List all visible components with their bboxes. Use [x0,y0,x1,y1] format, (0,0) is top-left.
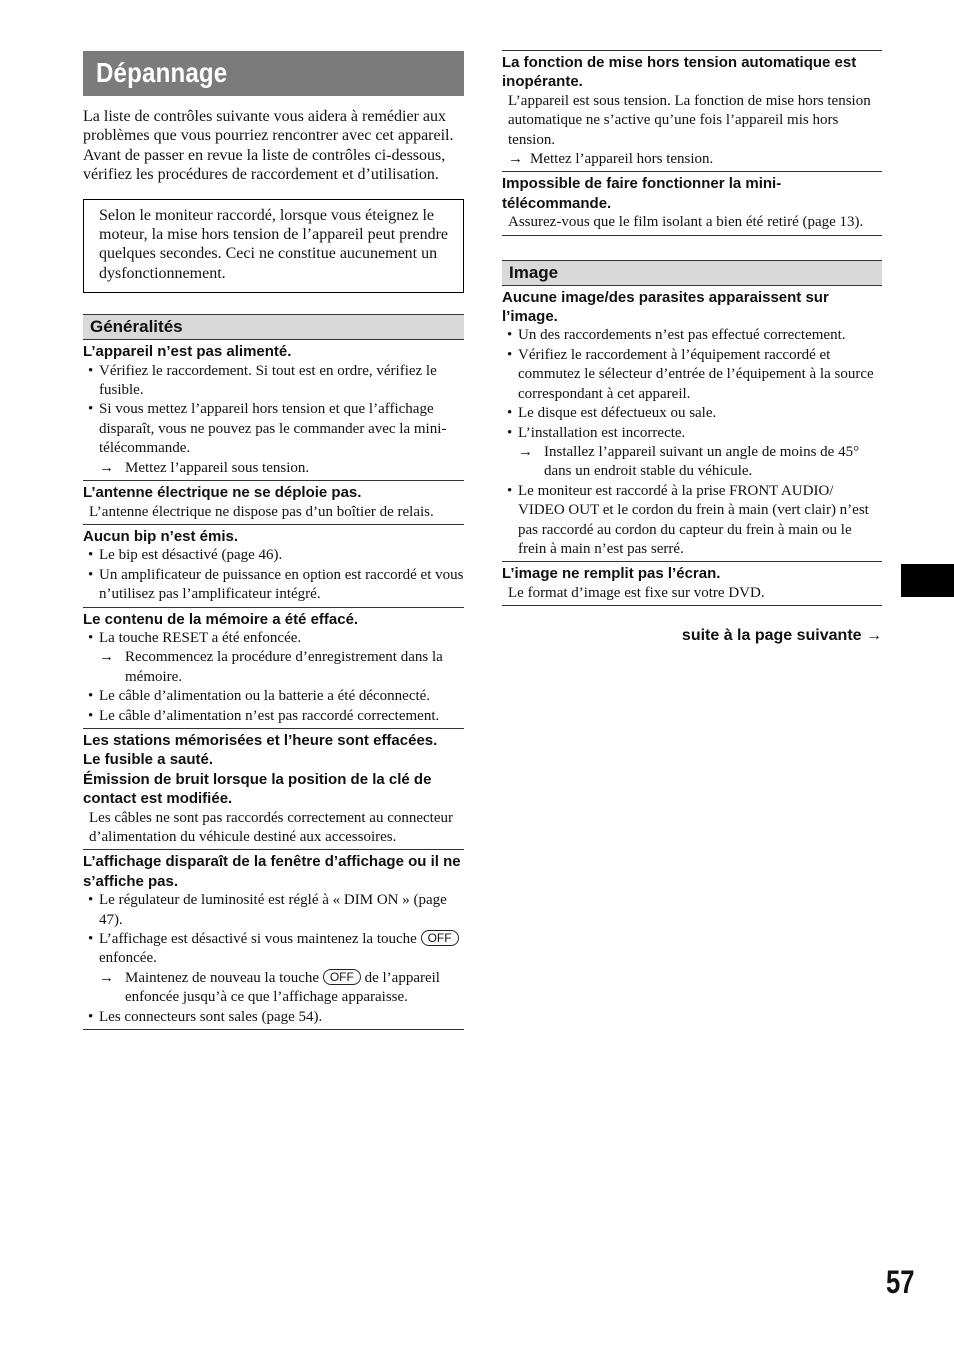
right-column [502,50,882,645]
trouble-item [83,850,464,1030]
section-heading-generalites: Généralités [83,314,464,340]
item-title: Les stations mémorisées et l’heure sont effacées. [83,731,438,749]
section-heading-image: Image [502,260,882,286]
item-title: L’affichage disparaît de la fenêtre d’affichage ou il ne s’affiche pas. [83,853,461,890]
bullet: • Un des raccordements n’est pas effectué correctement. [502,326,882,345]
item-title: L’appareil n’est pas alimenté. [83,343,292,361]
intro [83,107,464,185]
trouble-item [502,50,882,172]
bullet: • L’installation est incorrecte. [502,424,882,443]
action-line: → Mettez l’appareil sous tension. [83,459,464,478]
arrow-icon: → [99,969,114,986]
arrow-icon: → [518,443,533,460]
bullet: • Vérifiez le raccordement. Si tout est en ordre, vérifiez le fusible. [83,362,464,401]
continue-note: suite à la page suivante → [681,627,882,645]
action-line: → Mettez l’appareil hors tension. [502,150,882,169]
action-line: → Recommencez la procédure d’enregistrement dans la mémoire. [99,649,443,685]
bullet: • Les connecteurs sont sales (page 54). [83,1008,464,1027]
trouble-item [83,525,464,608]
arrow-icon: → [866,627,882,645]
bullet: • Le moniteur est raccordé à la prise FRONT AUDIO/ VIDEO OUT et le cordon du frein à main (vert clair) n’est pas raccordé au cordon du capteur du frein à main ou le frein à main n’est pas serré. [502,482,882,560]
left-column [83,50,464,1030]
item-title: Émission de bruit lorsque la position de la clé de contact est modifiée. [83,770,432,808]
bullet: • Le bip est désactivé (page 46). [83,546,464,565]
bullet: • La touche RESET a été enfoncée. [83,629,464,648]
off-key-icon: OFF [421,930,459,946]
bullet: • Vérifiez le raccordement à l’équipement raccordé et commutez le sélecteur d’entrée de l’équipement à la source correspondant à cet appareil. [502,346,882,404]
bullet: • Le disque est défectueux ou sale. [502,404,882,423]
item-text: Les câbles ne sont pas raccordés correctement au connecteur d’alimentation du véhicule destiné aux accessoires. [89,809,453,845]
page-number: 57 [886,1264,915,1300]
item-title: Le contenu de la mémoire a été effacé. [83,610,359,628]
action-line: → Installez l’appareil suivant un angle de moins de 45° dans un endroit stable du véhicule. [518,443,860,480]
bullet: • Si vous mettez l’appareil hors tension et que l’affichage disparaît, vous ne pouvez pas le commander avec la mini-télécommande. [83,400,464,458]
bullet: • Le câble d’alimentation n’est pas raccordé correctement. [83,707,464,726]
action-line: → Maintenez de nouveau la touche OFF de l’appareil enfoncée jusqu’à ce que l’affichage apparaisse. [99,969,440,1006]
item-title: L’image ne remplit pas l’écran. [502,565,721,583]
trouble-item [502,172,882,235]
trouble-item [502,562,882,606]
bullet: • Le régulateur de luminosité est réglé à « DIM ON » (page 47). [83,891,464,930]
intro-paragraph-1: La liste de contrôles suivante vous aidera à remédier aux problèmes que vous pourriez rencontrer avec cet appareil. [83,108,454,145]
arrow-icon: → [99,459,114,476]
side-tab [901,564,954,597]
item-title: La fonction de mise hors tension automatique est inopérante. [502,54,857,91]
item-text: Assurez-vous que le film isolant a bien été retiré (page 13). [508,214,864,231]
trouble-item [83,481,464,525]
item-title: L’antenne électrique ne se déploie pas. [83,484,362,502]
off-key-icon: OFF [323,969,361,985]
note-box: Selon le moniteur raccordé, lorsque vous éteignez le moteur, la mise hors tension de l’appareil peut prendre quelques secondes. Ceci ne constitue aucunement un dysfonctionnement. [83,199,464,294]
item-text: L’antenne électrique ne dispose pas d’un boîtier de relais. [89,503,434,520]
item-title: Impossible de faire fonctionner la mini-télécommande. [502,175,782,212]
trouble-item [502,286,882,563]
item-title: Aucune image/des parasites apparaissent sur l’image. [502,288,829,326]
item-text: Le format d’image est fixe sur votre DVD. [508,584,765,601]
trouble-item [83,729,464,850]
title-bar [83,51,464,96]
bullet: • Un amplificateur de puissance en option est raccordé et vous n’utilisez pas l’amplificateur intégré. [83,566,464,605]
bullet: • Le câble d’alimentation ou la batterie a été déconnecté. [83,687,464,706]
item-text: L’appareil est sous tension. La fonction de mise hors tension automatique ne s’active qu’une fois l’appareil mis hors tension. [508,92,871,148]
trouble-item [83,340,464,481]
page-title: Dépannage [96,57,228,88]
trouble-item [83,608,464,729]
arrow-icon: → [508,151,523,168]
item-title: Aucun bip n’est émis. [83,527,239,545]
bullet: • L’affichage est désactivé si vous maintenez la touche OFF enfoncée. [83,930,464,969]
item-title: Le fusible a sauté. [83,751,214,769]
intro-paragraph-2: Avant de passer en revue la liste de contrôles ci-dessous, vérifiez les procédures de raccordement et d’utilisation. [83,146,446,184]
arrow-icon: → [99,649,114,666]
